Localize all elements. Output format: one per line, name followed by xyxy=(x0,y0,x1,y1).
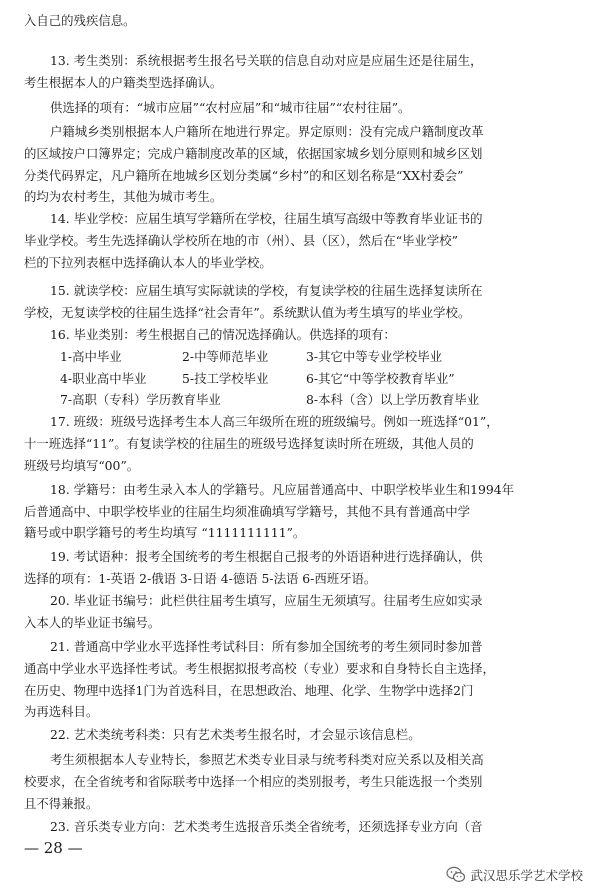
option-item: 4-职业高中毕业 xyxy=(60,371,147,386)
text-line: 入自己的残疾信息。 xyxy=(24,13,136,28)
text-line: 栏的下拉列表框中选择确认本人的毕业学校。 xyxy=(24,255,272,270)
text-line: 通高中学业水平选择性考试。考生根据拟报考高校（专业）要求和自身特长自主选择， xyxy=(24,661,495,676)
wechat-icon xyxy=(446,866,466,884)
text-line: 15. 就读学校：应届生填写实际就读的学校，有复读学校的往届生选择复读所在 xyxy=(50,283,483,298)
text-line: 22. 艺术类统考科类：只有艺术类考生报名时，才会显示该信息栏。 xyxy=(50,727,421,742)
text-line: 毕业学校。考生先选择确认学校所在地的市（州）、县（区），然后在“毕业学校” xyxy=(24,233,458,248)
text-line: 的均为农村考生，其他为城市考生。 xyxy=(24,189,223,204)
option-item: 8-本科（含）以上学历教育毕业 xyxy=(306,392,480,407)
text-line: 23. 音乐类专业方向：艺术类考生选报音乐类全省统考，还须选择专业方向（音 xyxy=(50,819,483,834)
option-item: 1-高中毕业 xyxy=(60,349,122,364)
text-line: 为再选科目。 xyxy=(24,704,99,719)
text-line: 20. 毕业证书编号：此栏供往届考生填写，应届生无须填写。往届考生应如实录 xyxy=(50,593,483,608)
text-line: 考生须根据本人专业特长，参照艺术类专业目录与统考科类对应关系以及相关高 xyxy=(50,752,484,767)
watermark xyxy=(446,866,583,884)
text-line: 14. 毕业学校：应届生填写学籍所在学校，往届生填写高级中等教育毕业证书的 xyxy=(50,211,483,226)
text-line: 17. 班级：班级号选择考生本人高三年级所在班的班级编号。例如一班选择“01”， xyxy=(50,414,499,429)
option-item: 3-其它中等专业学校毕业 xyxy=(306,349,442,364)
text-line: 后普通高中、中职学校毕业的往届生均须准确填写学籍号，其他不具有普通高中学 xyxy=(24,504,471,519)
text-line: 的区域按户口簿界定；完成户籍制度改革的区域，依据国家城乡划分原则和城乡区划 xyxy=(24,146,483,161)
text-line: 校要求，在全省统考和省际联考中选择一个相应的类别报考，考生只能选报一个类别 xyxy=(24,774,483,789)
text-line: 供选择的项有：“城市应届”“农村应届”和“城市往届”“农村往届”。 xyxy=(50,100,411,115)
text-line: 入本人的毕业证书编号。 xyxy=(24,615,161,630)
text-line: 十一班选择“11”。有复读学校的往届生的班级号选择复读时所在班级，其他人员的 xyxy=(24,436,474,451)
text-line: 19. 考试语种：报考全国统考的考生根据自己报考的外语语种进行选择确认，供 xyxy=(50,549,483,564)
text-line: 户籍城乡类别根据本人户籍所在地进行界定。界定原则：没有完成户籍制度改革 xyxy=(50,124,484,139)
text-line: 21. 普通高中学业水平选择性考试科目：所有参加全国统考的考生须同时参加普 xyxy=(50,639,483,654)
text-line: 16. 毕业类别：考生根据自己的情况选择确认。供选择的项有： xyxy=(50,327,396,342)
text-line: 考生根据本人的户籍类型选择确认。 xyxy=(24,75,223,90)
text-line: 在历史、物理中选择1门为首选科目，在思想政治、地理、化学、生物学中选择2门 xyxy=(24,683,474,698)
text-line: 籍号或中职学籍号的考生均填写 “1111111111”。 xyxy=(24,525,306,540)
watermark-text: 武汉思乐学艺术学校 xyxy=(470,868,583,883)
option-item: 7-高职（专科）学历教育毕业 xyxy=(60,392,221,407)
text-line: 13. 考生类别：系统根据考生报名号关联的信息自动对应是应届生还是往届生， xyxy=(50,53,483,68)
option-item: 6-其它“中等学校教育毕业” xyxy=(306,371,455,386)
text-line: 分类代码界定，凡户籍所在地城乡区划分类属“乡村”的和区划名称是“XX村委会” xyxy=(24,168,464,183)
option-item: 5-技工学校毕业 xyxy=(182,371,269,386)
text-line: 且不得兼报。 xyxy=(24,796,99,811)
text-line: 班级号均填写“00”。 xyxy=(24,458,140,473)
text-line: 选择的项有：1-英语 2-俄语 3-日语 4-德语 5-法语 6-西班牙语。 xyxy=(24,571,377,586)
page-number: — 28 — xyxy=(24,839,83,857)
text-line: 18. 学籍号：由考生录入本人的学籍号。凡应届普通高中、中职学校毕业生和1994年 xyxy=(50,482,515,497)
text-line: 学校，无复读学校的往届生选择“社会青年”。系统默认值为考生填写的毕业学校。 xyxy=(24,305,471,320)
option-item: 2-中等师范毕业 xyxy=(182,349,269,364)
